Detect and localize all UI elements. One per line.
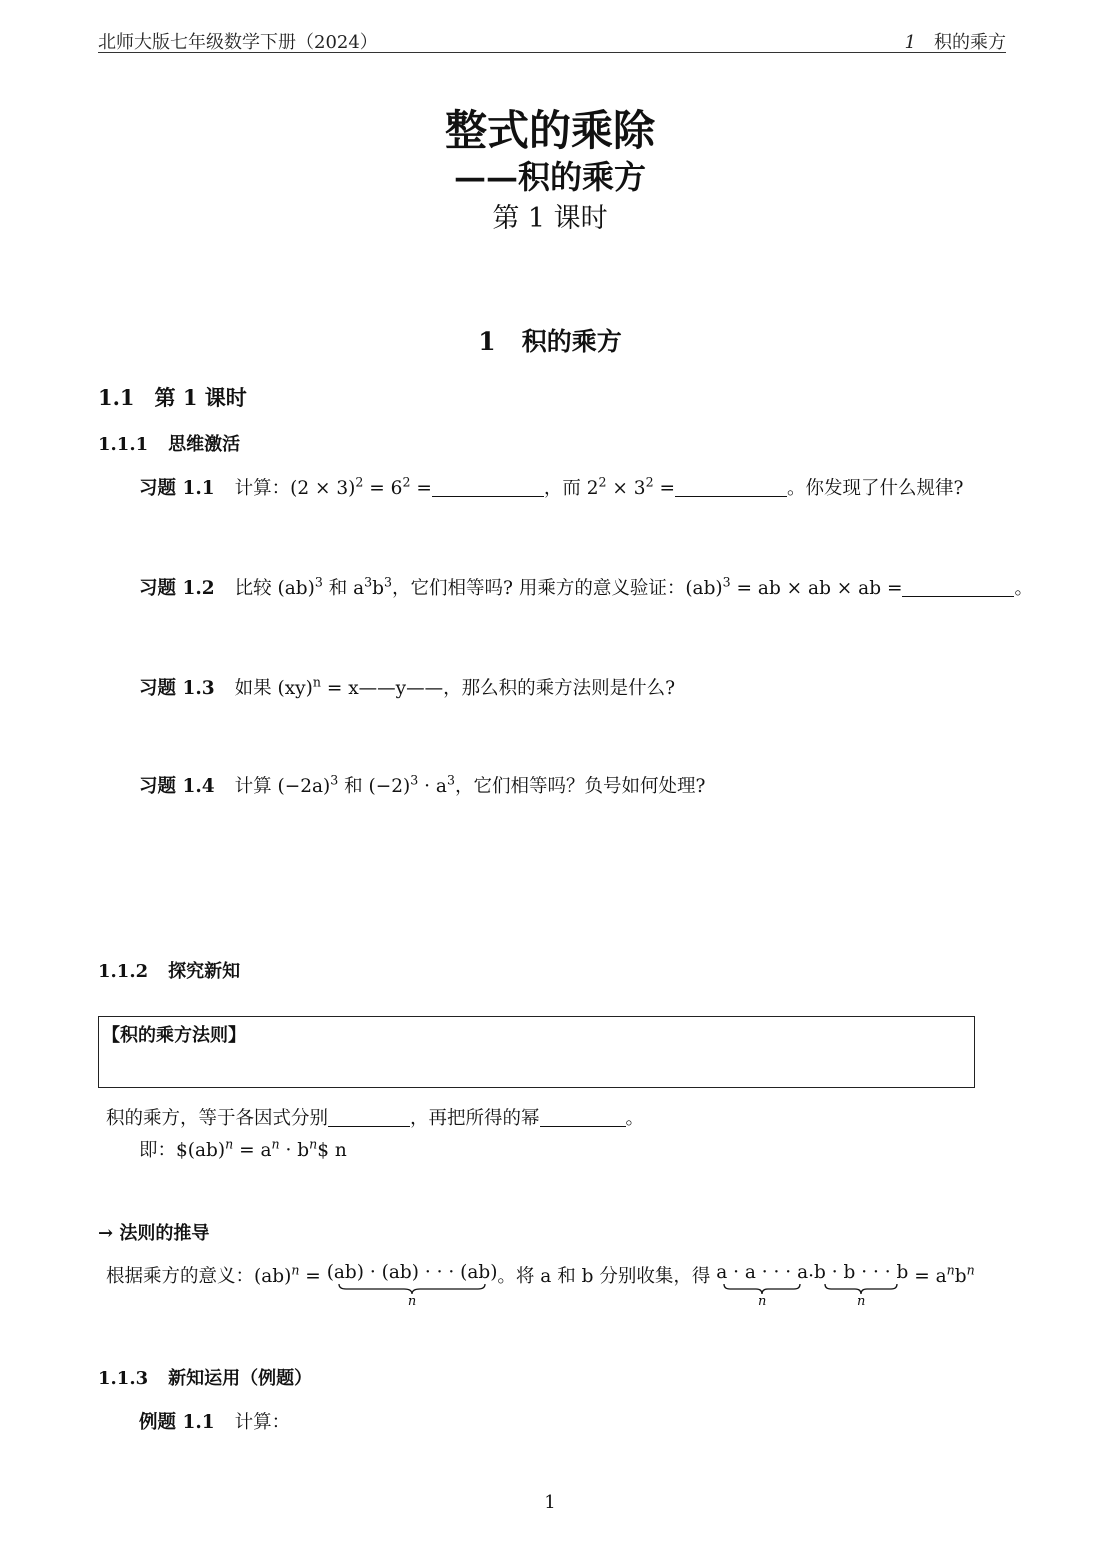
- superscript: 3: [722, 574, 731, 590]
- superscript: n: [309, 1136, 318, 1152]
- header-section-number: 1: [904, 32, 916, 53]
- rule-text: · b: [279, 1140, 310, 1161]
- underbrace-label: n: [856, 1294, 866, 1309]
- answer-blank[interactable]: [540, 1108, 626, 1128]
- exercise-label: 习题 1.3: [139, 678, 215, 699]
- answer-blank[interactable]: [328, 1108, 410, 1128]
- subsubsection-number: 1.1.3: [98, 1368, 149, 1389]
- exercise-label: 习题 1.4: [139, 776, 215, 797]
- page-number: 1: [544, 1492, 556, 1513]
- section-number: 1: [478, 327, 496, 356]
- subsubsection-title: 探究新知: [168, 961, 241, 982]
- subsubsection-number: 1.1.2: [98, 961, 149, 982]
- rule-statement: [106, 1104, 644, 1130]
- superscript: n: [291, 1262, 300, 1278]
- subsection-heading: [98, 382, 247, 412]
- underbrace-content: b · b · · · b: [814, 1262, 909, 1283]
- exercise-text: 比较 (ab): [234, 578, 315, 599]
- superscript: 3: [364, 574, 373, 590]
- underbrace-label: n: [407, 1294, 417, 1309]
- underbrace-group: [716, 1262, 808, 1309]
- exercise-text: 。: [1014, 578, 1033, 599]
- rule-text: 积的乘方，等于各因式分别: [106, 1108, 329, 1129]
- exercise-1-1: [139, 474, 963, 500]
- exercise-text: 计算 (−2a): [234, 776, 331, 797]
- rule-text: 即：$(ab): [139, 1140, 226, 1161]
- exercise-text: =: [410, 478, 432, 499]
- superscript: 2: [355, 474, 364, 490]
- exercise-text: ，它们相等吗? 用乘方的意义验证：(ab): [392, 578, 723, 599]
- superscript: 2: [402, 474, 411, 490]
- exercise-1-4: [139, 772, 705, 798]
- underbrace-label: n: [757, 1294, 767, 1309]
- superscript: n: [966, 1262, 975, 1278]
- exercise-1-3: [139, 674, 675, 700]
- exercise-text: ，而 2: [543, 478, 599, 499]
- exercise-label: 习题 1.1: [139, 478, 215, 499]
- answer-blank[interactable]: [432, 478, 544, 498]
- underbrace-group: [814, 1262, 908, 1309]
- derivation-part: 根据乘方的意义：(ab): [106, 1266, 292, 1287]
- exercise-text: ，它们相等吗？负号如何处理?: [454, 776, 706, 797]
- subsubsection-heading-explore: [98, 957, 240, 983]
- subsubsection-title: 思维激活: [168, 434, 241, 455]
- document-subtitle: ——积的乘方: [453, 158, 646, 196]
- subsection-title: 第 1 课时: [154, 385, 247, 410]
- exercise-text: 。你发现了什么规律?: [786, 478, 964, 499]
- section-title: 积的乘方: [521, 327, 622, 356]
- subsubsection-number: 1.1.1: [98, 434, 149, 455]
- exercise-text: 和 a: [322, 578, 365, 599]
- subsection-number: 1.1: [98, 385, 135, 410]
- derivation-heading: → 法则的推导: [98, 1223, 210, 1244]
- exercise-text: = x——y——，那么积的乘方法则是什么?: [320, 678, 676, 699]
- exercise-text: = 6: [363, 478, 403, 499]
- running-header-right: [905, 28, 1006, 54]
- exercise-text: = ab × ab × ab =: [730, 578, 903, 599]
- rule-text: $ n: [317, 1140, 347, 1161]
- derivation-part: =: [299, 1266, 327, 1287]
- rule-text: 。: [625, 1108, 645, 1129]
- answer-blank[interactable]: [902, 578, 1014, 598]
- exercise-1-2: [139, 574, 1033, 600]
- exercise-text: 和 (−2): [338, 776, 411, 797]
- superscript: 3: [446, 772, 455, 788]
- exercise-text: 计算：(2 × 3): [234, 478, 356, 499]
- derivation-part: ·: [808, 1266, 814, 1287]
- underbrace-group: [327, 1262, 498, 1309]
- rule-text: = a: [233, 1140, 272, 1161]
- running-header-left: 北师大版七年级数学下册（2024）: [98, 32, 378, 53]
- subsubsection-title: 新知运用（例题）: [168, 1368, 313, 1389]
- superscript: n: [312, 674, 321, 690]
- exercise-text: b: [372, 578, 385, 599]
- underbrace-content: a · a · · · a: [716, 1262, 809, 1283]
- superscript: n: [946, 1262, 955, 1278]
- superscript: 3: [314, 574, 323, 590]
- underbrace-content: (ab) · (ab) · · · (ab): [326, 1262, 498, 1283]
- exercise-text: =: [653, 478, 675, 499]
- derivation-part: = a: [908, 1266, 947, 1287]
- example-label: 例题 1.1: [139, 1412, 215, 1433]
- superscript: 3: [410, 772, 419, 788]
- exercise-label: 习题 1.2: [139, 578, 215, 599]
- answer-blank[interactable]: [675, 478, 787, 498]
- superscript: 3: [384, 574, 393, 590]
- document-title: 整式的乘除: [444, 106, 655, 155]
- derivation-part: b: [954, 1266, 967, 1287]
- example-text: 计算：: [234, 1412, 291, 1433]
- lesson-label: 第 1 课时: [492, 203, 608, 234]
- superscript: 2: [598, 474, 607, 490]
- rule-formula: [139, 1136, 347, 1162]
- superscript: n: [271, 1136, 280, 1152]
- derivation-part: 。将 a 和 b 分别收集，得: [497, 1266, 717, 1287]
- superscript: 3: [330, 772, 339, 788]
- superscript: n: [225, 1136, 234, 1152]
- example-1-1: [139, 1408, 290, 1434]
- header-rule: [98, 52, 1006, 53]
- superscript: 2: [645, 474, 654, 490]
- section-heading: [0, 322, 1100, 358]
- subsubsection-heading-examples: [98, 1364, 312, 1390]
- rule-box-title: 【积的乘方法则】: [102, 1025, 246, 1046]
- exercise-text: × 3: [606, 478, 646, 499]
- exercise-text: · a: [418, 776, 447, 797]
- exercise-text: 如果 (xy): [234, 678, 313, 699]
- rule-text: ，再把所得的幂: [410, 1108, 540, 1129]
- header-section-title: 积的乘方: [934, 32, 1006, 53]
- derivation-text: [106, 1262, 975, 1309]
- subsubsection-heading-warmup: [98, 430, 240, 456]
